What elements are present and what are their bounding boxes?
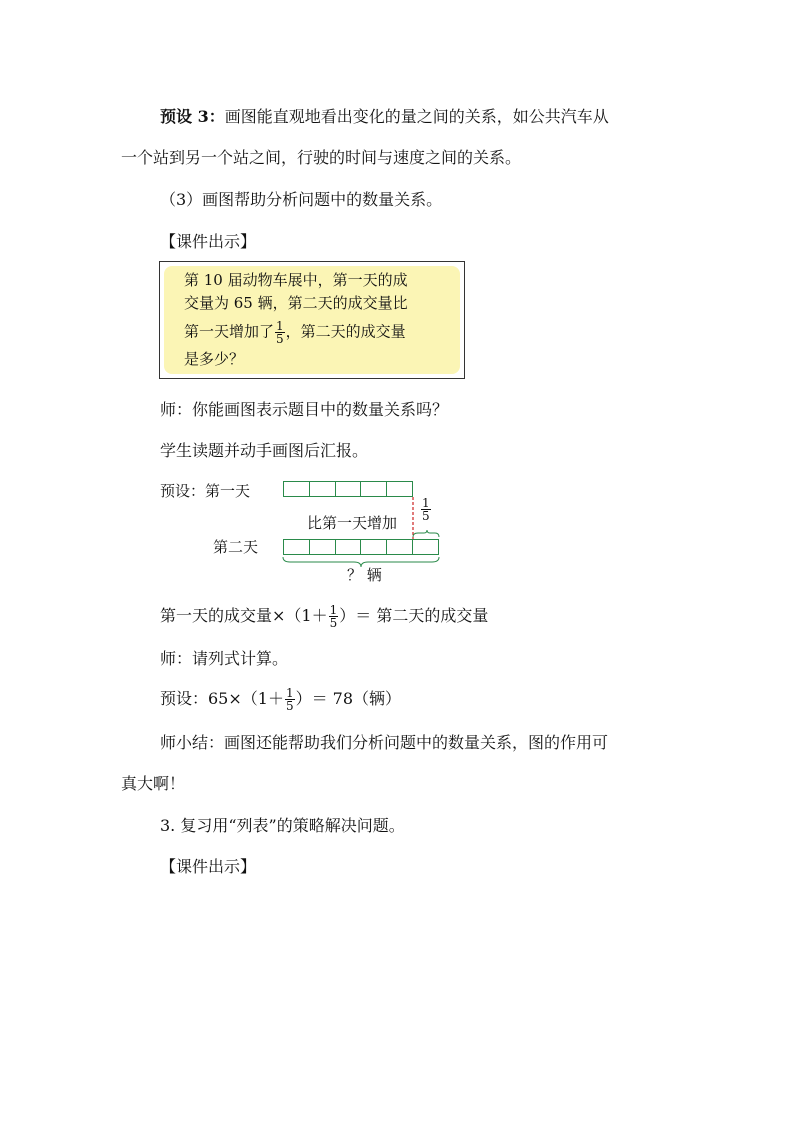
preset3-text: 画图能直观地看出变化的量之间的关系，如公共汽车从 [224,107,609,126]
day1-segment [336,482,362,496]
relation-fraction [329,604,339,629]
problem-line-3-post: ，第二天的成交量 [285,322,406,341]
problem-line-3 [184,320,406,345]
teacher-question: 师：你能画图表示题目中的数量关系吗？ [160,400,449,419]
summary-line-2: 真大啊！ [121,774,186,793]
fraction-denominator: 5 [276,332,284,346]
teacher-calc: 师：请列式计算。 [160,649,289,668]
fraction-denominator: 5 [422,509,430,523]
day1-segment [284,482,310,496]
problem-line-2: 交量为 65 辆，第二天的成交量比 [184,294,408,312]
diagram-increase-label: 比第一天增加 [307,514,398,532]
fraction-numerator: 1 [285,686,294,700]
courseware-label-2: 【课件出示】 [160,857,257,876]
relation-post: ）＝ 第二天的成交量 [339,606,489,625]
student-action: 学生读题并动手画图后汇报。 [160,441,369,460]
preset3-lead: 预设 3： [160,107,225,126]
relation-pre: 第一天的成交量×（1＋ [160,606,328,625]
diagram-preset-label [160,482,250,500]
summary-line-1: 师小结：画图还能帮助我们分析问题中的数量关系，图的作用可 [160,733,609,752]
diagram-day2-label: 第二天 [213,538,259,556]
diagram-preset-text: 预设： [160,482,206,500]
diagram-question: ？ 辆 [347,566,382,584]
diagram-day1-label: 第一天 [205,482,251,500]
preset-calc-fraction [285,687,295,712]
para-preset3-line2: 一个站到另一个站之间，行驶的时间与速度之间的关系。 [121,148,522,167]
fraction-numerator: 1 [276,319,284,333]
fraction-numerator: 1 [422,496,430,510]
para-section3: （3）画图帮助分析问题中的数量关系。 [160,190,443,209]
problem-line-4: 是多少？ [184,350,245,368]
relation-line [160,604,488,629]
preset-calc-pre: 预设：65×（1＋ [160,689,284,708]
item-3: 3. 复习用“列表”的策略解决问题。 [160,816,405,835]
fraction-denominator: 5 [329,616,338,630]
day1-segment [387,482,412,496]
day1-segment [310,482,336,496]
diagram-annotations [270,495,460,575]
problem-fraction [275,320,285,345]
para-preset3-line1 [160,107,609,127]
courseware-label: 【课件出示】 [160,232,257,251]
increase-brace [413,530,439,537]
fraction-numerator: 1 [329,603,338,617]
preset-calc-post: ）＝ 78（辆） [295,689,402,708]
day1-segment [361,482,387,496]
problem-line-1: 第 10 届动物车展中，第一天的成 [184,271,408,289]
fraction-denominator: 5 [285,699,294,713]
problem-line-3-pre: 第一天增加了 [184,322,275,341]
preset-calc-line [160,687,401,712]
